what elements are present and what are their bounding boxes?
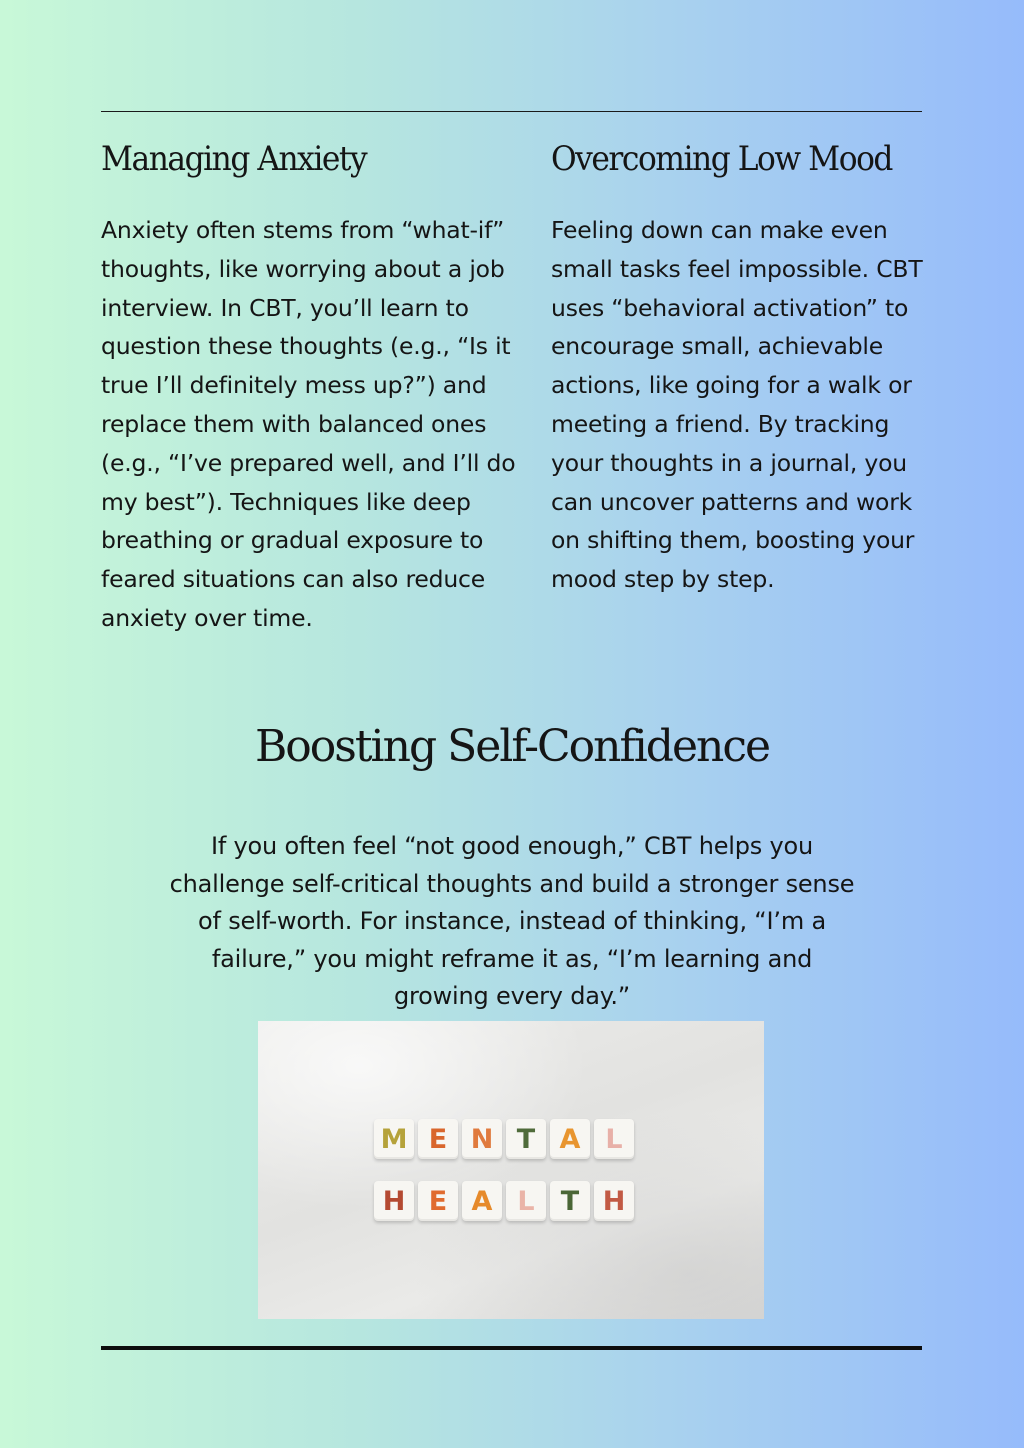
- managing-anxiety-heading: Managing Anxiety: [101, 139, 367, 179]
- letter-tile: L: [594, 1119, 634, 1159]
- letter-tile: H: [594, 1181, 634, 1221]
- top-divider: [101, 111, 922, 112]
- managing-anxiety-column: [101, 138, 516, 638]
- letter-tile: A: [550, 1119, 590, 1159]
- managing-anxiety-body: Anxiety often stems from “what-if” thoughts, like worrying about a job interview. In CBT, you’ll learn to question these thoughts (e.g., “Is it true I’ll definitely mess up?”) and replace them with balanced ones (e.g., “I’ve prepared well, and I’ll do my best”). Techniques like deep breathing or gradual exposure to feared situations can also reduce anxiety over time.: [101, 216, 516, 632]
- letter-tile: N: [462, 1119, 502, 1159]
- tile-row-mental: [374, 1119, 634, 1159]
- overcoming-low-mood-column: [551, 138, 931, 599]
- letter-tile: M: [374, 1119, 414, 1159]
- boosting-self-confidence-heading: Boosting Self-Confidence: [254, 721, 770, 772]
- letter-tile: E: [418, 1119, 458, 1159]
- bottom-divider: [101, 1346, 922, 1350]
- boosting-self-confidence-body: If you often feel “not good enough,” CBT helps you challenge self-critical thoughts and build a stronger sense of self-worth. For instance, instead of thinking, “I’m a failure,” you might reframe it as, “I’m learning and growing every day.”: [169, 832, 855, 1010]
- letter-tile: L: [506, 1181, 546, 1221]
- overcoming-low-mood-body: Feeling down can make even small tasks feel impossible. CBT uses “behavioral activation” to encourage small, achievable actions, like going for a walk or meeting a friend. By tracking your thoughts in a journal, you can uncover patterns and work on shifting them, boosting your mood step by step.: [551, 216, 923, 594]
- overcoming-low-mood-heading: Overcoming Low Mood: [551, 139, 892, 179]
- letter-tile: T: [550, 1181, 590, 1221]
- mental-health-tiles-photo: [258, 1021, 764, 1319]
- letter-tile: H: [374, 1181, 414, 1221]
- letter-tile: E: [418, 1181, 458, 1221]
- tile-row-health: [374, 1181, 634, 1221]
- letter-tile: A: [462, 1181, 502, 1221]
- letter-tile: T: [506, 1119, 546, 1159]
